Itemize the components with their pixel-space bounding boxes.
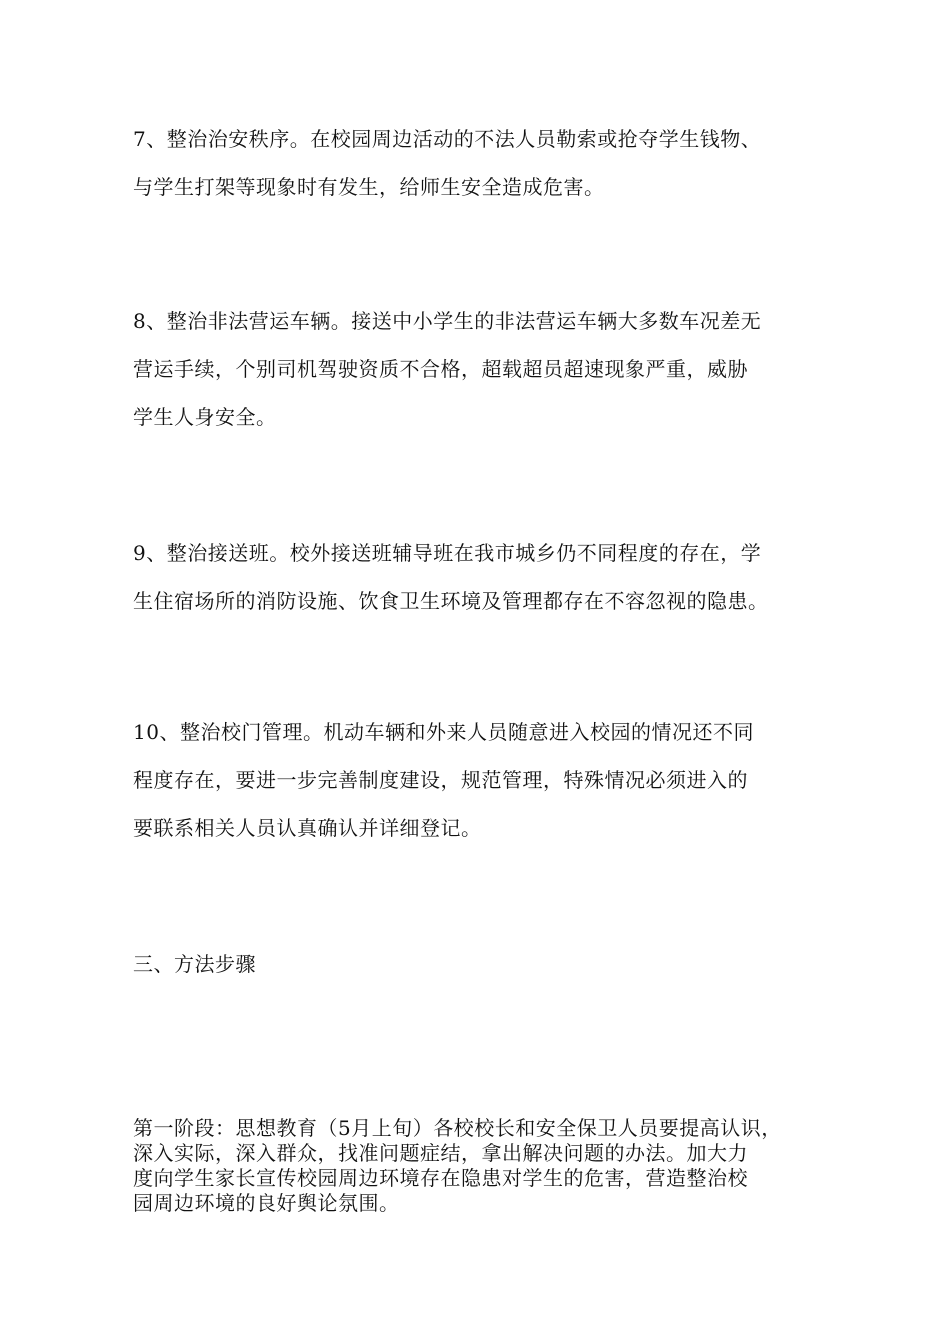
paragraph-item-7 — [133, 115, 833, 211]
paragraph-line: 第一阶段：思想教育（5月上旬）各校校长和安全保卫人员要提高认识， — [133, 1116, 782, 1140]
paragraph-item-8 — [133, 297, 833, 441]
paragraph-line: 7、整治治安秩序。在校园周边活动的不法人员勒索或抢夺学生钱物、 — [133, 127, 762, 151]
paragraph-item-9 — [133, 529, 833, 625]
paragraph-item-10 — [133, 708, 833, 852]
paragraph-line: 深入实际，深入群众，找准问题症结，拿出解决问题的办法。加大力 — [133, 1141, 748, 1165]
paragraph-line: 营运手续，个别司机驾驶资质不合格，超载超员超速现象严重，威胁 — [133, 357, 748, 381]
paragraph-line: 度向学生家长宣传校园周边环境存在隐患对学生的危害，营造整治校 — [133, 1166, 748, 1190]
paragraph-line: 10、整治校门管理。机动车辆和外来人员随意进入校园的情况还不同 — [133, 720, 754, 744]
paragraph-line: 9、整治接送班。校外接送班辅导班在我市城乡仍不同程度的存在，学 — [133, 541, 762, 565]
paragraph-line: 生住宿场所的消防设施、饮食卫生环境及管理都存在不容忽视的隐患。 — [133, 589, 769, 613]
paragraph-line: 园周边环境的良好舆论氛围。 — [133, 1191, 400, 1215]
paragraph-line: 学生人身安全。 — [133, 405, 277, 429]
paragraph-line: 要联系相关人员认真确认并详细登记。 — [133, 816, 482, 840]
section-heading-text: 三、方法步骤 — [133, 952, 256, 976]
paragraph-line: 与学生打架等现象时有发生，给师生安全造成危害。 — [133, 175, 605, 199]
stage-one-paragraph — [133, 1116, 833, 1216]
section-heading — [133, 940, 833, 988]
paragraph-line: 程度存在，要进一步完善制度建设，规范管理，特殊情况必须进入的 — [133, 768, 748, 792]
paragraph-line: 8、整治非法营运车辆。接送中小学生的非法营运车辆大多数车况差无 — [133, 309, 762, 333]
